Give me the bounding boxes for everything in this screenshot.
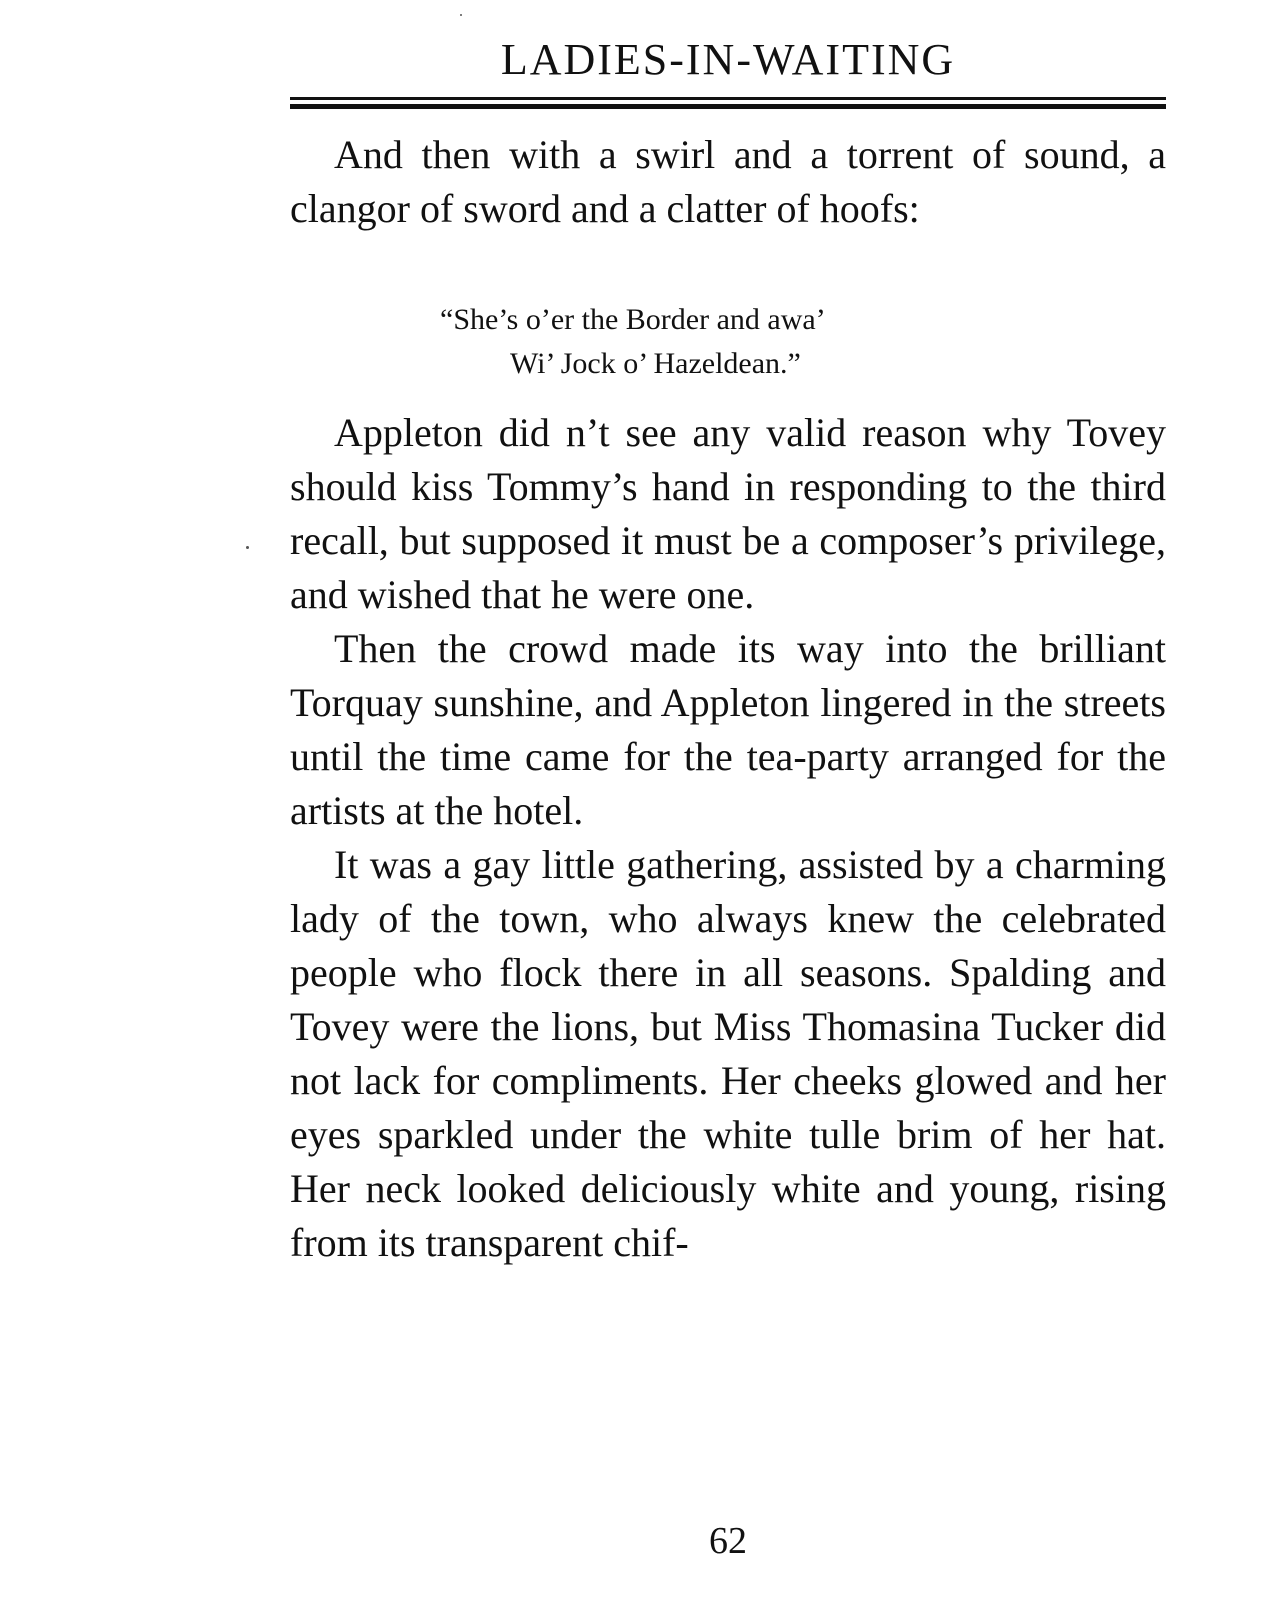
verse-quotation (290, 298, 1166, 386)
paragraph-2: Appleton did n’t see any valid reason why Tovey should kiss Tommy’s hand in responding to the third recall, but supposed it must be a composer’s privilege, and wished that he were one. (290, 410, 1166, 617)
print-speck (460, 14, 462, 16)
page-number: 62 (709, 1520, 747, 1562)
paragraph-1: And then with a swirl and a torrent of sound, a clangor of sword and a clatter of hoofs: (290, 132, 1166, 231)
header-rule-thin (290, 97, 1166, 100)
body-text (290, 406, 1166, 1270)
header-rule-thick (290, 104, 1166, 109)
paragraph-1-block (290, 128, 1166, 236)
verse-line-2: Wi’ Jock o’ Hazeldean.” (510, 347, 801, 380)
print-speck (246, 546, 249, 549)
running-head: LADIES-IN-WAITING (500, 35, 956, 84)
verse-line-1: “She’s o’er the Border and awa’ (440, 303, 826, 336)
paragraph-3: Then the crowd made its way into the brilliant Torquay sunshine, and Appleton lingered in the streets until the time came for the tea-party arranged for the artists at the hotel. (290, 626, 1166, 833)
paragraph-4: It was a gay little gathering, assisted by a charming lady of the town, who always knew the celebrated people who flock there in all seasons. Spalding and Tovey were the lions, but Miss Thomasina Tucker did not lack for compliments. Her cheeks glowed and her eyes sparkled under the white tulle brim of her hat. Her neck looked deliciously white and young, rising from its transparent chif- (290, 842, 1166, 1265)
